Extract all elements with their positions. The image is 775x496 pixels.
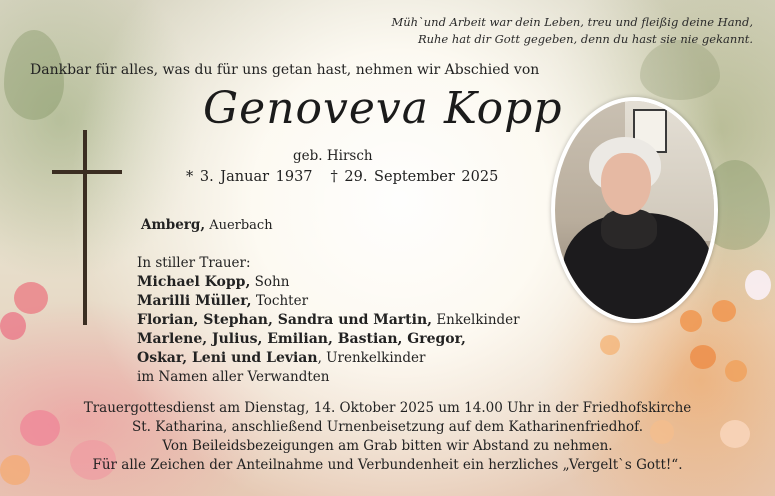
- motto-line-2: Ruhe hat dir Gott gegeben, denn du hast sie nie gekannt.: [417, 32, 753, 46]
- service-line-2: St. Katharina, anschließend Urnenbeisetzung auf dem Katharinenfriedhof.: [131, 419, 643, 435]
- thanks-line: Dankbar für alles, was du für uns getan hast, nehmen wir Abschied von: [30, 62, 540, 78]
- motto-line-1: Müh`und Arbeit war dein Leben, treu und fleißig deine Hand,: [391, 15, 753, 29]
- service-info: [0, 399, 775, 475]
- mourner-relation: Sohn: [254, 274, 290, 290]
- cross-icon: [52, 130, 122, 325]
- mourner-relation: , Urenkelkinder: [317, 350, 426, 366]
- service-line-1: Trauergottesdienst am Dienstag, 14. Oktober 2025 um 14.00 Uhr in der Friedhofskirche: [83, 400, 692, 416]
- mourner-names: Marlene, Julius, Emilian, Bastian, Gregor,: [137, 331, 466, 347]
- mourner-row: [137, 349, 520, 368]
- deceased-name: Genoveva Kopp: [203, 83, 563, 134]
- service-line-4: Für alle Zeichen der Anteilnahme und Verbundenheit ein herzliches „Vergelt`s Gott!“.: [92, 457, 683, 473]
- mourners-intro: In stiller Trauer:: [137, 255, 251, 271]
- mourner-names: Oskar, Leni und Levian: [137, 350, 318, 366]
- mourner-names: Florian, Stephan, Sandra und Martin,: [137, 312, 433, 328]
- mourner-relation: Tochter: [255, 293, 309, 309]
- motto: [391, 14, 753, 48]
- life-dates: [186, 169, 498, 185]
- maiden-name: geb. Hirsch: [293, 148, 373, 164]
- mourners-closing: im Namen aller Verwandten: [137, 369, 330, 385]
- portrait-frame: [551, 97, 718, 323]
- birth-date: * 3. Januar 1937: [186, 169, 313, 185]
- place: [141, 217, 273, 233]
- mourner-row: [137, 330, 520, 349]
- mourner-row: [137, 311, 520, 330]
- mourner-row: [137, 273, 520, 292]
- death-date: † 29. September 2025: [330, 169, 499, 185]
- place-district: Auerbach: [209, 218, 273, 233]
- mourner-relation: Enkelkinder: [436, 312, 520, 328]
- mourners-list: [137, 254, 520, 387]
- mourner-names: Marilli Müller,: [137, 293, 252, 309]
- place-town: Amberg,: [141, 217, 206, 233]
- portrait-photo: [555, 101, 714, 319]
- mourner-names: Michael Kopp,: [137, 274, 251, 290]
- service-line-3: Von Beileidsbezeigungen am Grab bitten wir Abstand zu nehmen.: [162, 438, 613, 454]
- mourner-row: [137, 292, 520, 311]
